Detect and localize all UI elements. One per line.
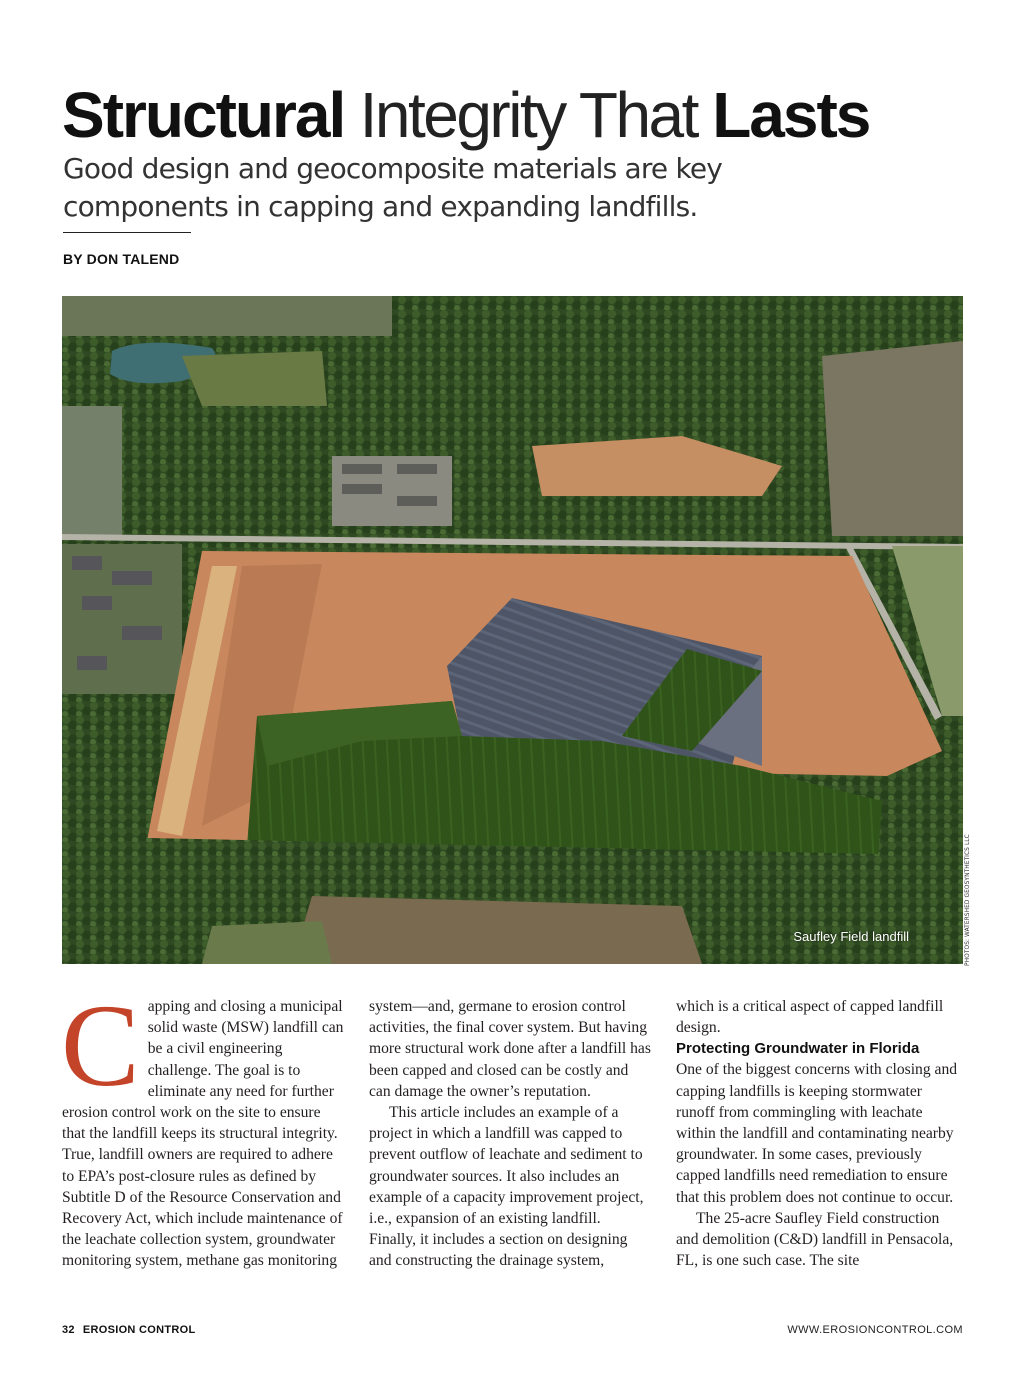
body-paragraph: which is a critical aspect of capped landfill design. xyxy=(676,998,944,1037)
magazine-name: EROSION CONTROL xyxy=(82,1324,196,1336)
page-folio xyxy=(62,1324,196,1336)
body-column-3 xyxy=(676,996,958,1271)
body-column-1 xyxy=(61,980,344,1272)
body-paragraph: system—and, germane to erosion control activities, the final cover system. But having more structural work done after a landfill has been capped and closed can be costly and can damage the owner’s reputation. xyxy=(369,998,651,1100)
article-headline xyxy=(62,80,869,150)
body-paragraph: One of the biggest concerns with closing and capping landfills is keeping stormwater runoff from commingling with leachate within the landfill and contaminating nearby groundwater. In some cases, previously capped landfills need remediation to ensure that this problem does not continue to occur. xyxy=(676,1061,958,1206)
byline-rule xyxy=(63,232,191,233)
body-paragraph: apping and closing a municipal solid waste (MSW) landfill can be a civil engineering challenge. The goal is to eliminate any need for further erosion control work on the site to ensure that the landfill keeps its structural integrity. True, landfill owners are required to adhere to EPA’s post-closure rules as defined by Subtitle D of the Resource Conservation and Recovery Act, which include maintenance of the leachate collection system, groundwater monitoring system, methane gas monitoring xyxy=(62,998,344,1270)
headline-part-1: Structural xyxy=(62,79,345,151)
byline: BY DON TALEND xyxy=(63,251,180,267)
section-subhead: Protecting Groundwater in Florida xyxy=(676,1040,920,1058)
body-paragraph: The 25-acre Saufley Field construction and demolition (C&D) landfill in Pensacola, FL, is one such case. The site xyxy=(676,1209,954,1270)
landfill-aerial-photo xyxy=(62,296,963,964)
body-column-2 xyxy=(369,996,651,1272)
article-deck: Good design and geocomposite materials are key components in capping and expanding landfills. xyxy=(63,152,723,223)
headline-part-3: Lasts xyxy=(712,79,870,151)
magazine-url[interactable]: WWW.EROSIONCONTROL.COM xyxy=(787,1324,963,1336)
drop-cap: C xyxy=(61,980,140,1111)
body-paragraph: This article includes an example of a project in which a landfill was capped to prevent outflow of leachate and sediment to groundwater sources. It also includes an example of a capacity improvement project, i.e., expansion of an existing landfill. Finally, it includes a section on designing and constructing the drainage system, xyxy=(369,1104,644,1270)
photo-credit xyxy=(963,834,973,967)
photo-caption: Saufley Field landfill xyxy=(793,929,909,944)
headline-part-2: Integrity That xyxy=(344,79,713,151)
photo-credit-text: PHOTOS: WATERSHED GEOSYNTHETICS LLC xyxy=(963,834,971,966)
aerial-photo-illustration xyxy=(62,296,963,964)
page-number: 32 xyxy=(62,1324,75,1336)
